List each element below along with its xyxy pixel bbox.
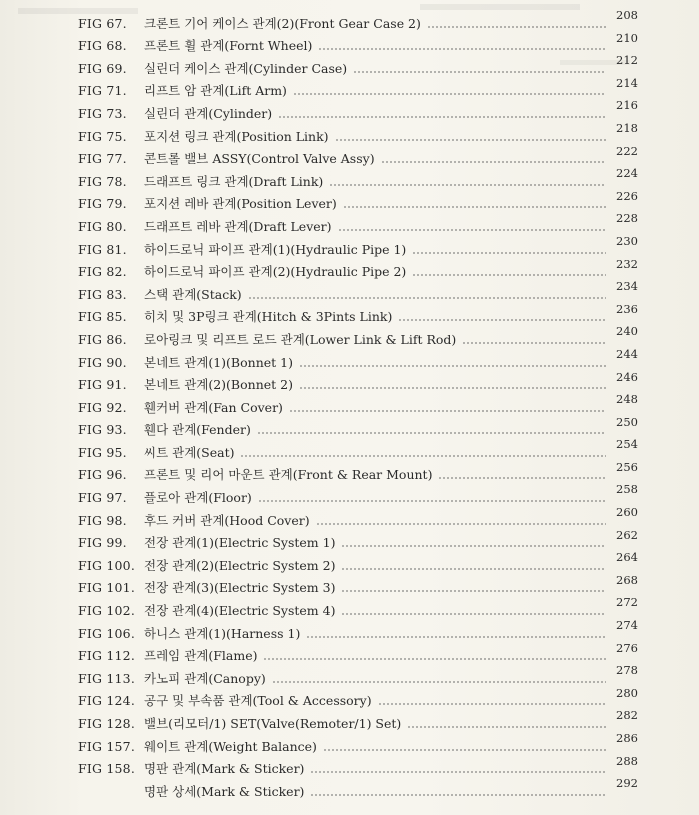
figure-number: FIG 100.	[78, 557, 136, 573]
page-number: 278	[616, 663, 638, 678]
dot-leader	[341, 613, 606, 615]
figure-number: FIG 158.	[78, 761, 136, 777]
entry-title: 프레임 관계(Flame)	[144, 648, 258, 664]
dot-leader	[438, 477, 606, 479]
entry-title: 전장 관계(1)(Electric System 1)	[144, 535, 336, 551]
entry-title: 휀다 관계(Fender)	[144, 422, 251, 438]
figure-number: FIG 102.	[78, 603, 136, 619]
entry-title: 히치 및 3P링크 관계(Hitch & 3Pints Link)	[144, 309, 393, 325]
dot-leader	[462, 342, 606, 344]
toc-entry	[78, 414, 638, 440]
entry-title: 리프트 암 관계(Lift Arm)	[144, 83, 287, 99]
entry-title: 실린더 관계(Cylinder)	[144, 105, 273, 121]
toc-entry	[78, 710, 638, 733]
page-number: 234	[616, 279, 638, 294]
toc-entry	[78, 620, 638, 643]
toc-entry	[78, 439, 638, 462]
toc-entry	[78, 572, 638, 598]
toc-entry	[78, 369, 638, 395]
page-number: 262	[616, 527, 638, 542]
page-number: 236	[616, 301, 638, 316]
entry-title: 플로아 관계(Floor)	[144, 490, 252, 506]
figure-number: FIG 95.	[78, 444, 127, 460]
figure-number: FIG 75.	[78, 128, 127, 144]
page-number: 210	[616, 30, 638, 45]
toc-entry	[78, 30, 638, 56]
figure-number: FIG 113.	[78, 670, 136, 686]
entry-title: 전장 관계(4)(Electric System 4)	[144, 603, 336, 619]
dot-leader	[278, 116, 606, 118]
figure-number: FIG 97.	[78, 490, 127, 506]
dot-leader	[299, 365, 606, 367]
figure-number: FIG 91.	[78, 377, 127, 393]
toc-entry	[78, 665, 638, 688]
entry-title: 전장 관계(3)(Electric System 3)	[144, 580, 336, 596]
toc-entry	[78, 10, 638, 33]
dot-leader	[257, 432, 606, 434]
page-number: 230	[616, 233, 638, 248]
toc-entry	[78, 346, 638, 372]
dot-leader	[258, 500, 606, 502]
dot-leader	[329, 184, 606, 186]
dot-leader	[240, 455, 606, 457]
toc-entry	[78, 301, 638, 327]
dot-leader	[378, 703, 606, 705]
toc-entry	[78, 685, 638, 711]
toc-entry	[78, 55, 638, 78]
dot-leader	[323, 749, 606, 751]
dot-leader	[310, 794, 606, 796]
entry-title: 스택 관계(Stack)	[144, 286, 242, 302]
page-number: 244	[616, 346, 638, 361]
dot-leader	[341, 590, 606, 592]
figure-number: FIG 81.	[78, 241, 127, 257]
page-number: 264	[616, 550, 638, 565]
figure-number: FIG 96.	[78, 467, 127, 483]
dot-leader	[407, 726, 606, 728]
dot-leader	[343, 206, 606, 208]
figure-number: FIG 82.	[78, 264, 127, 280]
toc-entry	[78, 640, 638, 666]
toc-entry	[78, 597, 638, 620]
figure-number: FIG 79.	[78, 196, 127, 212]
toc-entry	[78, 507, 638, 530]
entry-title: 후드 커버 관계(Hood Cover)	[144, 512, 310, 528]
entry-title: 명판 관계(Mark & Sticker)	[144, 761, 305, 777]
toc-entry	[78, 213, 638, 236]
page-number: 212	[616, 53, 638, 68]
figure-number: FIG 128.	[78, 716, 136, 731]
page-number: 214	[616, 75, 638, 90]
figure-number: FIG 71.	[78, 83, 127, 99]
page-number: 228	[616, 211, 638, 226]
figure-number: FIG 77.	[78, 151, 127, 167]
figure-number: FIG 112.	[78, 648, 136, 664]
toc-entry	[78, 326, 638, 349]
dot-leader	[353, 71, 606, 73]
entry-title: 밸브(리모터/1) SET(Valve(Remoter/1) Set)	[144, 716, 402, 731]
toc-entry	[78, 394, 638, 417]
dot-leader	[310, 771, 606, 773]
page-number: 250	[616, 414, 638, 429]
page-number: 276	[616, 640, 638, 655]
entry-title: 명판 상세(Mark & Sticker)	[144, 783, 305, 799]
dot-leader	[412, 274, 606, 276]
figure-number: FIG 90.	[78, 354, 127, 370]
figure-number: FIG 86.	[78, 331, 127, 347]
page-number: 286	[616, 731, 638, 745]
toc-entry	[78, 484, 638, 507]
toc-entry	[78, 188, 638, 214]
dot-leader	[338, 229, 606, 231]
entry-title: 하이드로닉 파이프 관계(2)(Hydraulic Pipe 2)	[144, 264, 407, 280]
entry-title: 로아링크 및 리프트 로드 관계(Lower Link & Lift Rod)	[144, 331, 457, 347]
entry-title: 씨트 관계(Seat)	[144, 444, 235, 460]
page-number: 258	[616, 482, 638, 497]
dot-leader	[341, 568, 606, 570]
figure-number: FIG 101.	[78, 580, 136, 596]
toc-entry	[78, 778, 638, 801]
entry-title: 콘트롤 밸브 ASSY(Control Valve Assy)	[144, 151, 375, 167]
page-number: 256	[616, 459, 638, 474]
toc-entry	[78, 552, 638, 575]
figure-number: FIG 85.	[78, 309, 127, 325]
entry-title: 포지션 레바 관계(Position Lever)	[144, 196, 337, 212]
toc-entry	[78, 527, 638, 553]
page-number: 282	[616, 708, 638, 723]
dot-leader	[412, 252, 606, 254]
entry-title: 카노피 관계(Canopy)	[144, 670, 266, 686]
page-number: 248	[616, 392, 638, 407]
toc-entry	[78, 143, 638, 169]
entry-title: 웨이트 관계(Weight Balance)	[144, 738, 317, 754]
toc-entry	[78, 75, 638, 101]
page-number: 292	[616, 776, 638, 791]
page-number: 280	[616, 685, 638, 700]
dot-leader	[293, 93, 606, 95]
dot-leader	[263, 658, 606, 660]
dot-leader	[335, 139, 606, 141]
toc-entry	[78, 100, 638, 123]
page-number: 260	[616, 505, 638, 520]
dot-leader	[398, 319, 606, 321]
page-number: 240	[616, 324, 638, 339]
dot-leader	[248, 297, 606, 299]
entry-title: 전장 관계(2)(Electric System 2)	[144, 557, 336, 573]
page-number: 246	[616, 369, 638, 384]
figure-number: FIG 92.	[78, 399, 127, 415]
dot-leader	[299, 387, 606, 389]
entry-title: 공구 및 부속품 관계(Tool & Accessory)	[144, 693, 372, 709]
dot-leader	[341, 545, 606, 547]
dot-leader	[427, 26, 606, 28]
figure-number: FIG 83.	[78, 286, 127, 302]
figure-number: FIG 98.	[78, 512, 127, 528]
toc-entry	[78, 753, 638, 779]
toc-entry	[78, 281, 638, 304]
dot-leader	[289, 410, 606, 412]
dot-leader	[306, 636, 606, 638]
figure-number: FIG 99.	[78, 535, 127, 551]
entry-title: 하니스 관계(1)(Harness 1)	[144, 625, 301, 641]
figure-number: FIG 78.	[78, 173, 127, 189]
entry-title: 드래프트 레바 관계(Draft Lever)	[144, 218, 332, 234]
toc-entry	[78, 120, 638, 146]
dot-leader	[381, 161, 606, 163]
figure-number: FIG 69.	[78, 60, 127, 76]
dot-leader	[318, 48, 606, 50]
table-of-contents	[78, 10, 638, 801]
figure-number: FIG 93.	[78, 422, 127, 438]
entry-title: 본네트 관계(2)(Bonnet 2)	[144, 377, 293, 393]
entry-title: 휀커버 관계(Fan Cover)	[144, 399, 283, 415]
page-number: 288	[616, 753, 638, 768]
page-number: 222	[616, 143, 638, 158]
dot-leader	[272, 681, 606, 683]
figure-number: FIG 68.	[78, 38, 127, 54]
figure-number: FIG 73.	[78, 105, 127, 121]
toc-entry	[78, 459, 638, 485]
dot-leader	[316, 523, 606, 525]
page-number: 208	[616, 8, 638, 22]
toc-entry	[78, 233, 638, 259]
entry-title: 하이드로닉 파이프 관계(1)(Hydraulic Pipe 1)	[144, 241, 407, 257]
figure-number: FIG 124.	[78, 693, 136, 709]
figure-number: FIG 67.	[78, 15, 127, 31]
entry-title: 포지션 링크 관계(Position Link)	[144, 128, 329, 144]
entry-title: 드래프트 링크 관계(Draft Link)	[144, 173, 324, 189]
toc-entry	[78, 733, 638, 756]
entry-title: 프론트 휠 관계(Fornt Wheel)	[144, 38, 313, 54]
page-number: 272	[616, 595, 638, 610]
toc-entry	[78, 168, 638, 191]
page-number: 254	[616, 437, 638, 452]
entry-title: 크론트 기어 케이스 관계(2)(Front Gear Case 2)	[144, 15, 421, 31]
page-number: 224	[616, 166, 638, 181]
entry-title: 본네트 관계(1)(Bonnet 1)	[144, 354, 293, 370]
figure-number: FIG 106.	[78, 625, 136, 641]
page-number: 268	[616, 572, 638, 587]
entry-title: 프론트 및 리어 마운트 관계(Front & Rear Mount)	[144, 467, 433, 483]
figure-number: FIG 80.	[78, 218, 127, 234]
page-number: 216	[616, 98, 638, 113]
page-number: 232	[616, 256, 638, 271]
page-number: 226	[616, 188, 638, 203]
entry-title: 실린더 케이스 관계(Cylinder Case)	[144, 60, 348, 76]
page-number: 218	[616, 120, 638, 135]
figure-number: FIG 157.	[78, 738, 136, 754]
page-number: 274	[616, 618, 638, 633]
toc-entry	[78, 256, 638, 282]
